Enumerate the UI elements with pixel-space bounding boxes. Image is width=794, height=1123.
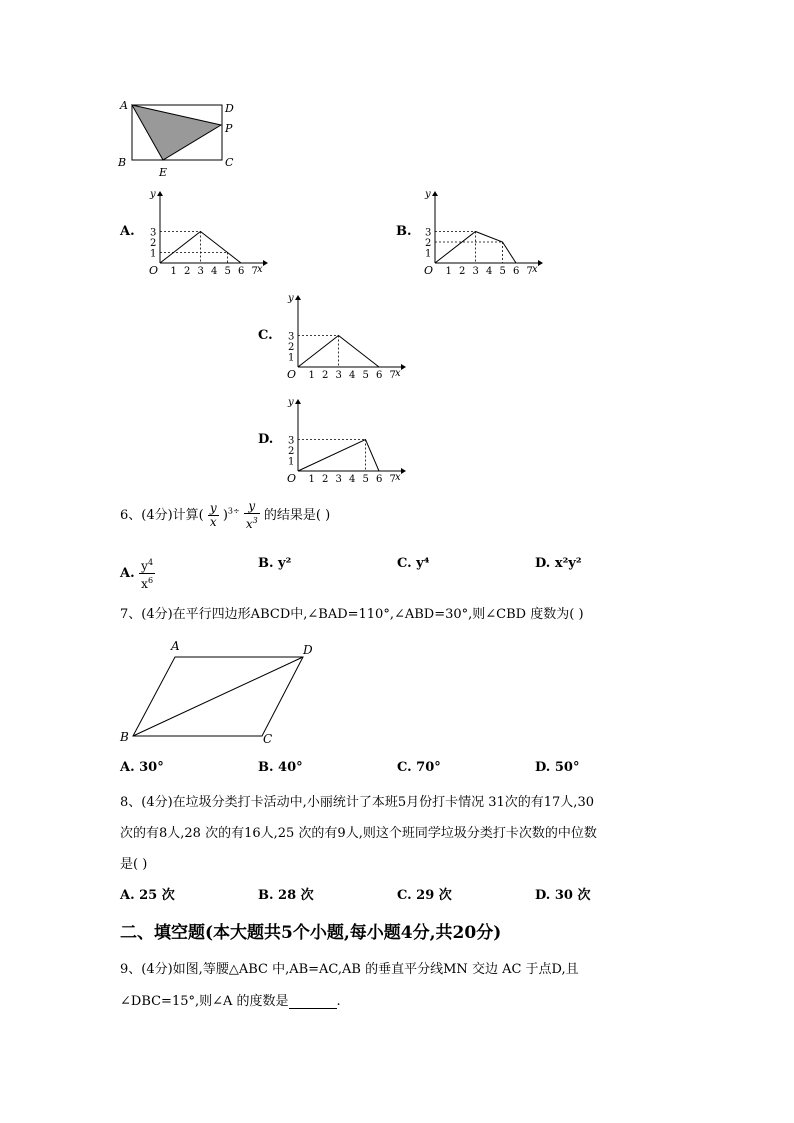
q9-line-1: 9、(4分)如图,等腰△ABC 中,AB=AC,AB 的垂直平分线MN 交边 AC 于点D,且: [120, 962, 579, 977]
y-axis-label: y: [150, 190, 156, 200]
q8-option-d: D. 30 次: [535, 888, 591, 903]
option-c-label: C.: [258, 328, 273, 343]
origin-label: O: [287, 368, 297, 379]
para-label-A: A: [171, 639, 180, 653]
x-tick-label: 7: [526, 266, 533, 275]
graph-option-a: [145, 190, 270, 275]
x-tick-label: 7: [251, 266, 258, 275]
q6-stem-pre: 6、(4分)计算(: [120, 508, 204, 523]
y-axis-label: y: [425, 190, 431, 200]
q7-option-a: A. 30°: [120, 760, 164, 775]
x-tick-label: 1: [170, 266, 177, 275]
x-tick-label: 4: [349, 370, 356, 379]
y-tick-label: 3: [150, 227, 157, 239]
y-tick-label: 2: [288, 342, 295, 353]
x-tick-label: 1: [308, 474, 315, 483]
x-tick-label: 1: [308, 370, 315, 379]
x-axis-label: x: [532, 264, 538, 275]
q8-line-2: 次的有8人,28 次的有16人,25 次的有9人,则这个班同学垃圾分类打卡次数的中位数: [120, 826, 597, 841]
y-tick-label: 3: [288, 435, 295, 447]
q8-line-3: 是( ): [120, 857, 148, 872]
y-axis-arrow: [295, 399, 301, 404]
option-b-label: B.: [396, 224, 412, 239]
y-axis-arrow: [157, 191, 163, 196]
x-tick-label: 5: [224, 266, 231, 275]
x-tick-label: 3: [197, 266, 204, 275]
q6-option-d: D. x²y²: [535, 556, 582, 571]
x-axis-arrow: [263, 260, 268, 266]
label-C: C: [225, 156, 234, 169]
origin-label: O: [287, 472, 297, 483]
x-tick-label: 6: [376, 474, 383, 483]
x-axis-label: x: [395, 368, 401, 379]
graph-option-b: [420, 190, 545, 275]
y-axis-arrow: [295, 295, 301, 300]
y-tick-label: 3: [288, 331, 295, 343]
para-label-C: C: [263, 732, 273, 746]
function-line: [298, 440, 379, 472]
x-tick-label: 4: [486, 266, 493, 275]
q6-fraction-2: $\frac{y}{x^3}$: [245, 499, 258, 531]
x-tick-label: 5: [362, 474, 369, 483]
y-tick-label: 3: [425, 227, 432, 239]
x-tick-label: 2: [322, 370, 329, 379]
x-tick-label: 6: [376, 370, 383, 379]
rectangle-figure: [115, 95, 245, 180]
y-axis-label: y: [288, 294, 294, 304]
label-B: B: [118, 156, 127, 169]
x-tick-label: 2: [184, 266, 191, 275]
x-tick-label: 6: [238, 266, 245, 275]
x-tick-label: 5: [499, 266, 506, 275]
q6-option-b: B. y²: [258, 556, 292, 571]
q9-line-2: ∠DBC=15°,则∠A 的度数是 .: [120, 994, 341, 1009]
question-6: [120, 500, 330, 531]
label-A: A: [120, 99, 128, 112]
y-tick-label: 2: [150, 238, 157, 249]
q6-exp-div: 3÷: [227, 506, 240, 516]
x-tick-label: 4: [211, 266, 218, 275]
label-D: D: [225, 102, 234, 115]
option-a-label: A.: [120, 224, 135, 239]
x-axis-label: x: [257, 264, 263, 275]
x-tick-label: 4: [349, 474, 356, 483]
x-tick-label: 2: [459, 266, 466, 275]
x-tick-label: 2: [322, 474, 329, 483]
q9-answer-blank[interactable]: [289, 996, 337, 1009]
x-tick-label: 3: [335, 474, 342, 483]
x-axis-arrow: [538, 260, 543, 266]
graph-option-d: [283, 398, 408, 483]
origin-label: O: [424, 264, 434, 275]
x-tick-label: 3: [335, 370, 342, 379]
x-tick-label: 1: [445, 266, 452, 275]
q6-fraction-1: $\frac{y}{x}$: [209, 501, 217, 529]
x-tick-label: 7: [389, 474, 396, 483]
x-tick-label: 5: [362, 370, 369, 379]
y-tick-label: 1: [288, 352, 295, 364]
label-E: E: [159, 166, 168, 179]
q7-option-d: D. 50°: [535, 760, 580, 775]
x-tick-label: 3: [472, 266, 479, 275]
option-d-label: D.: [258, 432, 274, 447]
q6-stem-post: 的结果是( ): [263, 508, 331, 523]
x-tick-label: 7: [389, 370, 396, 379]
graph-option-c: [283, 294, 408, 379]
q6-option-a: A. $\frac{y^4}{x^6}$: [120, 558, 154, 591]
y-tick-label: 1: [288, 456, 295, 468]
y-axis-label: y: [288, 398, 294, 408]
y-tick-label: 2: [425, 238, 432, 249]
para-label-B: B: [120, 730, 129, 744]
q7-option-b: B. 40°: [258, 760, 303, 775]
x-tick-label: 6: [513, 266, 520, 275]
parallelogram-figure: [115, 637, 325, 749]
question-7-stem: 7、(4分)在平行四边形ABCD中,∠BAD=110°,∠ABD=30°,则∠CBD 度数为( ): [120, 607, 584, 622]
q8-option-c: C. 29 次: [397, 888, 452, 903]
x-axis-arrow: [401, 364, 406, 370]
origin-label: O: [149, 264, 159, 275]
q6-mid: ): [222, 508, 228, 523]
y-tick-label: 1: [150, 248, 157, 260]
q7-option-c: C. 70°: [397, 760, 441, 775]
y-axis-arrow: [432, 191, 438, 196]
y-tick-label: 2: [288, 446, 295, 457]
q8-option-a: A. 25 次: [120, 888, 175, 903]
para-label-D: D: [303, 643, 313, 657]
q8-option-b: B. 28 次: [258, 888, 314, 903]
section-2-heading: 二、填空题(本大题共5个小题,每小题4分,共20分): [120, 923, 502, 943]
q6-option-c: C. y⁴: [397, 556, 430, 571]
label-P: P: [225, 122, 233, 135]
y-tick-label: 1: [425, 248, 432, 260]
q8-line-1: 8、(4分)在垃圾分类打卡活动中,小丽统计了本班5月份打卡情况 31次的有17人,30: [120, 795, 594, 810]
x-axis-arrow: [401, 468, 406, 474]
x-axis-label: x: [395, 472, 401, 483]
